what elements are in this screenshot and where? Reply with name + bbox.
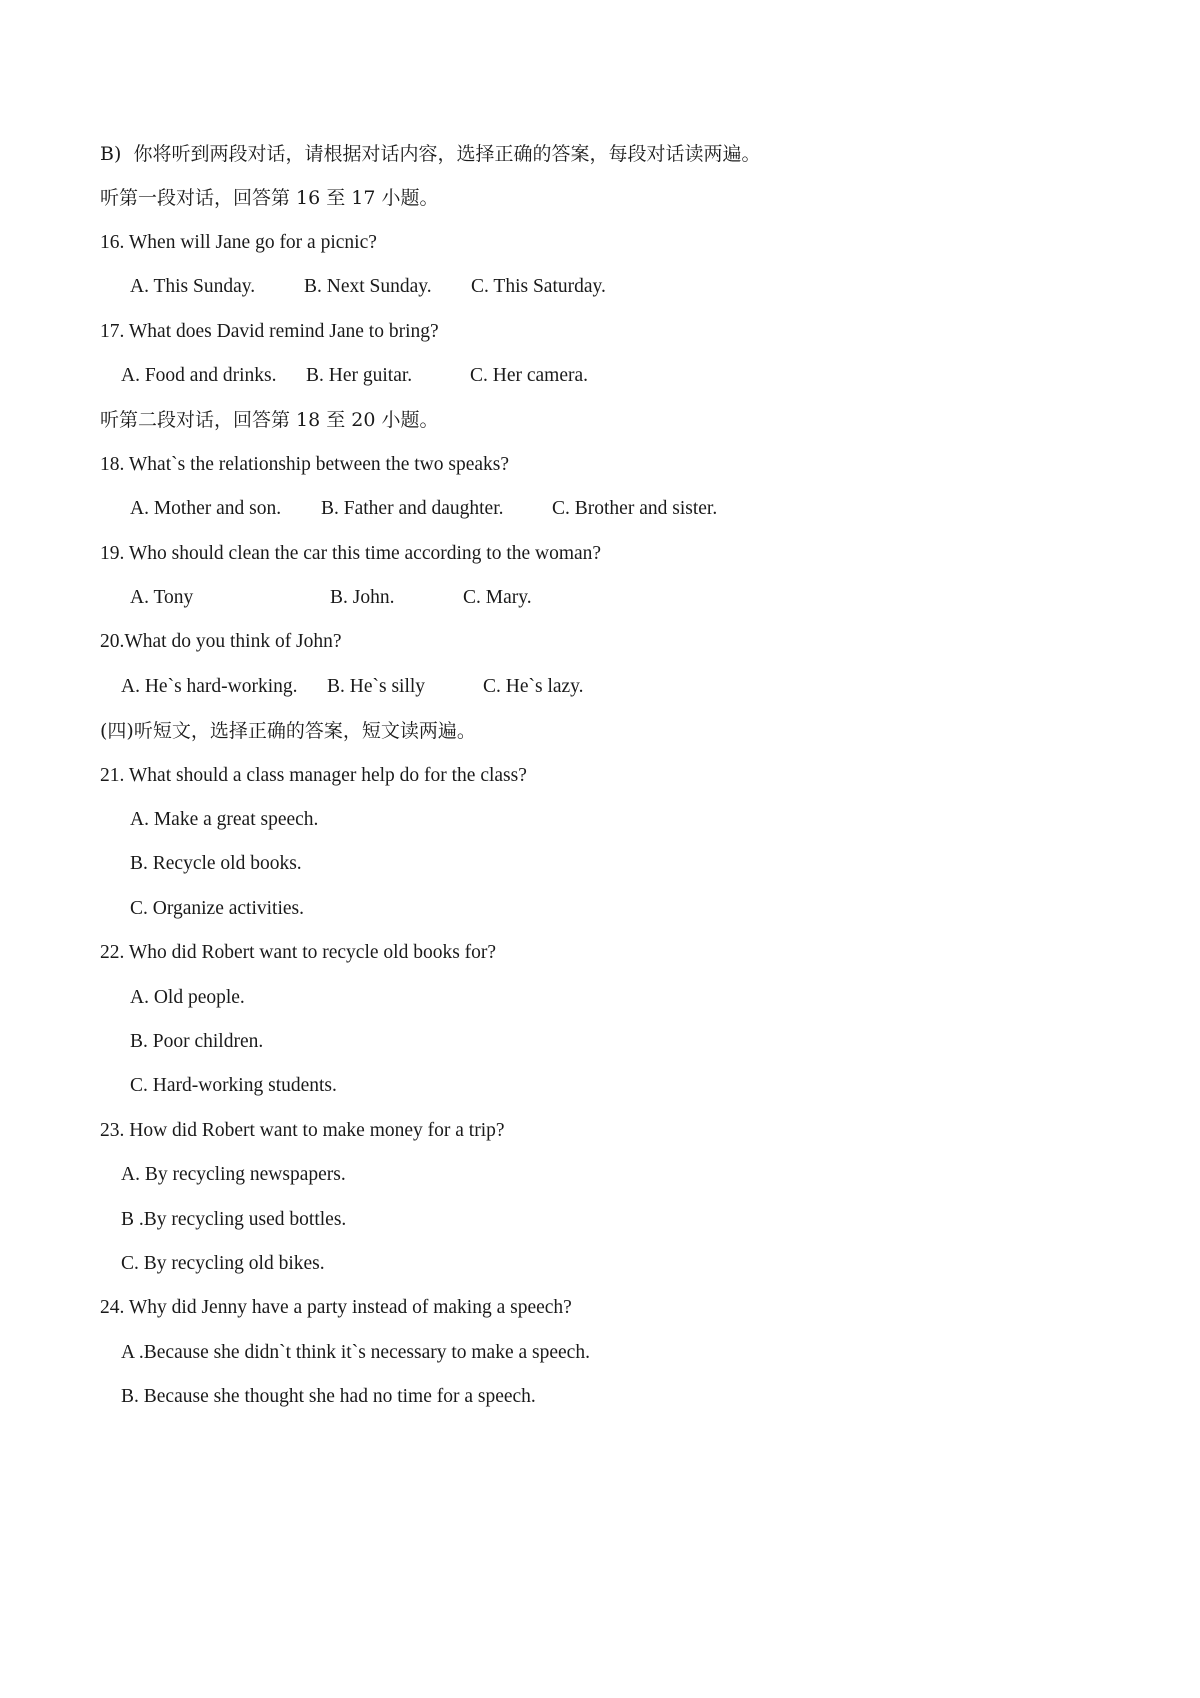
q16-option-b: B. Next Sunday. — [304, 276, 432, 297]
q18-option-a: A. Mother and son. — [130, 498, 282, 519]
q22-option-b: B. Poor children. — [130, 1031, 264, 1052]
section-4-instruction: (四)听短文，选择正确的答案，短文读两遍。 — [100, 720, 476, 742]
q24-option-b: B. Because she thought she had no time for a speech. — [121, 1386, 536, 1407]
q16-option-a: A. This Sunday. — [130, 276, 256, 297]
dialogue1-instruction: 听第一段对话，回答第 16 至 17 小题。 — [100, 187, 439, 209]
question-23: 23. How did Robert want to make money for a trip? — [100, 1120, 505, 1141]
q23-option-c: C. By recycling old bikes. — [121, 1253, 325, 1274]
q21-option-b: B. Recycle old books. — [130, 853, 302, 874]
question-18: 18. What`s the relationship between the two speaks? — [100, 454, 510, 475]
q22-option-c: C. Hard-working students. — [130, 1075, 337, 1096]
question-21: 21. What should a class manager help do for the class? — [100, 765, 527, 786]
q17-option-c: C. Her camera. — [470, 365, 589, 386]
q16-option-c: C. This Saturday. — [471, 276, 606, 297]
q24-option-a: A .Because she didn`t think it`s necessary to make a speech. — [121, 1342, 590, 1363]
q20-option-a: A. He`s hard-working. — [121, 676, 298, 697]
q19-option-c: C. Mary. — [463, 587, 532, 608]
question-17: 17. What does David remind Jane to bring? — [100, 321, 439, 342]
q21-option-a: A. Make a great speech. — [130, 809, 319, 830]
question-24: 24. Why did Jenny have a party instead of making a speech? — [100, 1297, 572, 1318]
q19-option-b: B. John. — [330, 587, 395, 608]
q21-option-c: C. Organize activities. — [130, 898, 305, 919]
q20-option-b: B. He`s silly — [327, 676, 426, 697]
question-20: 20.What do you think of John? — [100, 631, 342, 652]
q18-option-c: C. Brother and sister. — [552, 498, 718, 519]
q23-option-a: A. By recycling newspapers. — [121, 1164, 346, 1185]
question-16: 16. When will Jane go for a picnic? — [100, 232, 377, 253]
q20-option-c: C. He`s lazy. — [483, 676, 584, 697]
question-22: 22. Who did Robert want to recycle old books for? — [100, 942, 497, 963]
q17-option-b: B. Her guitar. — [306, 365, 413, 386]
q22-option-a: A. Old people. — [130, 987, 245, 1008]
dialogue2-instruction: 听第二段对话，回答第 18 至 20 小题。 — [100, 409, 439, 431]
q19-option-a: A. Tony — [130, 587, 194, 608]
section-b-instruction: B) 你将听到两段对话，请根据对话内容，选择正确的答案，每段对话读两遍。 — [100, 143, 761, 165]
q23-option-b: B .By recycling used bottles. — [121, 1209, 347, 1230]
question-19: 19. Who should clean the car this time according to the woman? — [100, 543, 602, 564]
q17-option-a: A. Food and drinks. — [121, 365, 277, 386]
q18-option-b: B. Father and daughter. — [321, 498, 504, 519]
